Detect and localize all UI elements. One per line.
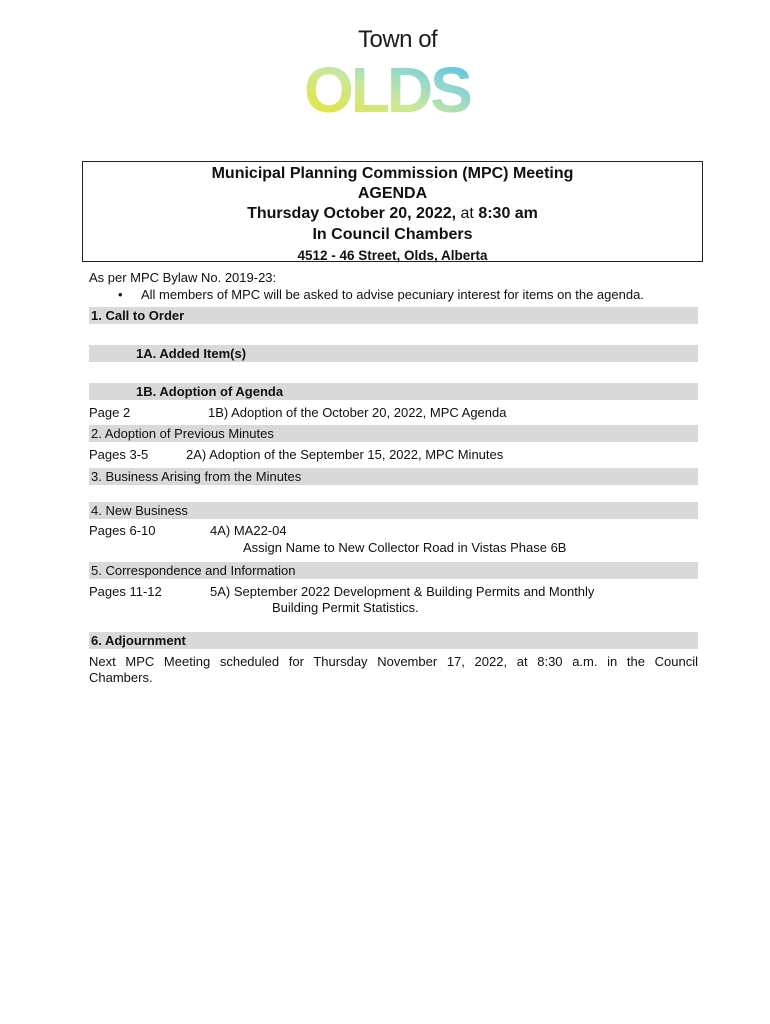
agenda-heading: AGENDA	[357, 185, 428, 202]
meeting-date: Thursday October 20, 2022,	[247, 205, 457, 222]
town-of-olds-logo	[300, 26, 490, 118]
page-ref: Page 2	[89, 405, 131, 420]
section-previous-minutes	[89, 425, 698, 442]
section-call-to-order	[89, 307, 698, 324]
page-ref: Pages 11-12	[89, 584, 162, 599]
section-label: 1B. Adoption of Agenda	[136, 384, 284, 399]
meeting-at: at	[456, 205, 479, 222]
meeting-location: In Council Chambers	[312, 226, 473, 243]
section-adoption-of-agenda	[89, 383, 698, 400]
meeting-header-box	[82, 161, 703, 262]
section-label: 1A. Added Item(s)	[136, 346, 247, 361]
section-added-items	[89, 345, 698, 362]
meeting-date-line	[83, 204, 702, 224]
section-business-arising	[89, 468, 698, 485]
agenda-item: 5A) September 2022 Development & Building Permits and Monthly	[210, 584, 595, 599]
section-label: 5. Correspondence and Information	[91, 563, 296, 578]
page-ref: Pages 3-5	[89, 447, 149, 462]
page-ref: Pages 6-10	[89, 523, 156, 538]
agenda-item: 4A) MA22-04	[210, 523, 287, 538]
section-label: 2. Adoption of Previous Minutes	[91, 426, 274, 441]
pecuniary-interest-note: All members of MPC will be asked to advise pecuniary interest for items on the agenda.	[141, 287, 644, 302]
bylaw-note: As per MPC Bylaw No. 2019-23:	[89, 270, 277, 285]
agenda-item: 2A) Adoption of the September 15, 2022, MPC Minutes	[186, 447, 504, 462]
next-meeting-line1: Next MPC Meeting scheduled for Thursday November 17, 2022, at 8:30 a.m. in the Council	[89, 654, 698, 669]
section-new-business	[89, 502, 698, 519]
section-label: 6. Adjournment	[91, 633, 186, 648]
section-adjournment	[89, 632, 698, 649]
meeting-title: Municipal Planning Commission (MPC) Meeting	[211, 165, 574, 182]
agenda-item: 1B) Adoption of the October 20, 2022, MPC Agenda	[208, 405, 507, 420]
section-correspondence	[89, 562, 698, 579]
section-label: 4. New Business	[91, 503, 188, 518]
logo-olds-wordmark	[300, 56, 490, 118]
meeting-address: 4512 - 46 Street, Olds, Alberta	[297, 248, 488, 263]
agenda-item-detail: Building Permit Statistics.	[272, 600, 419, 615]
bullet-icon: •	[118, 287, 123, 302]
meeting-time: 8:30 am	[478, 205, 538, 222]
svg-text:OLDS: OLDS	[304, 56, 470, 118]
section-label: 1. Call to Order	[91, 308, 185, 323]
section-label: 3. Business Arising from the Minutes	[91, 469, 302, 484]
next-meeting-line2: Chambers.	[89, 670, 153, 685]
logo-town-of-text: Town of	[358, 26, 438, 53]
agenda-item-detail: Assign Name to New Collector Road in Vistas Phase 6B	[243, 540, 567, 555]
